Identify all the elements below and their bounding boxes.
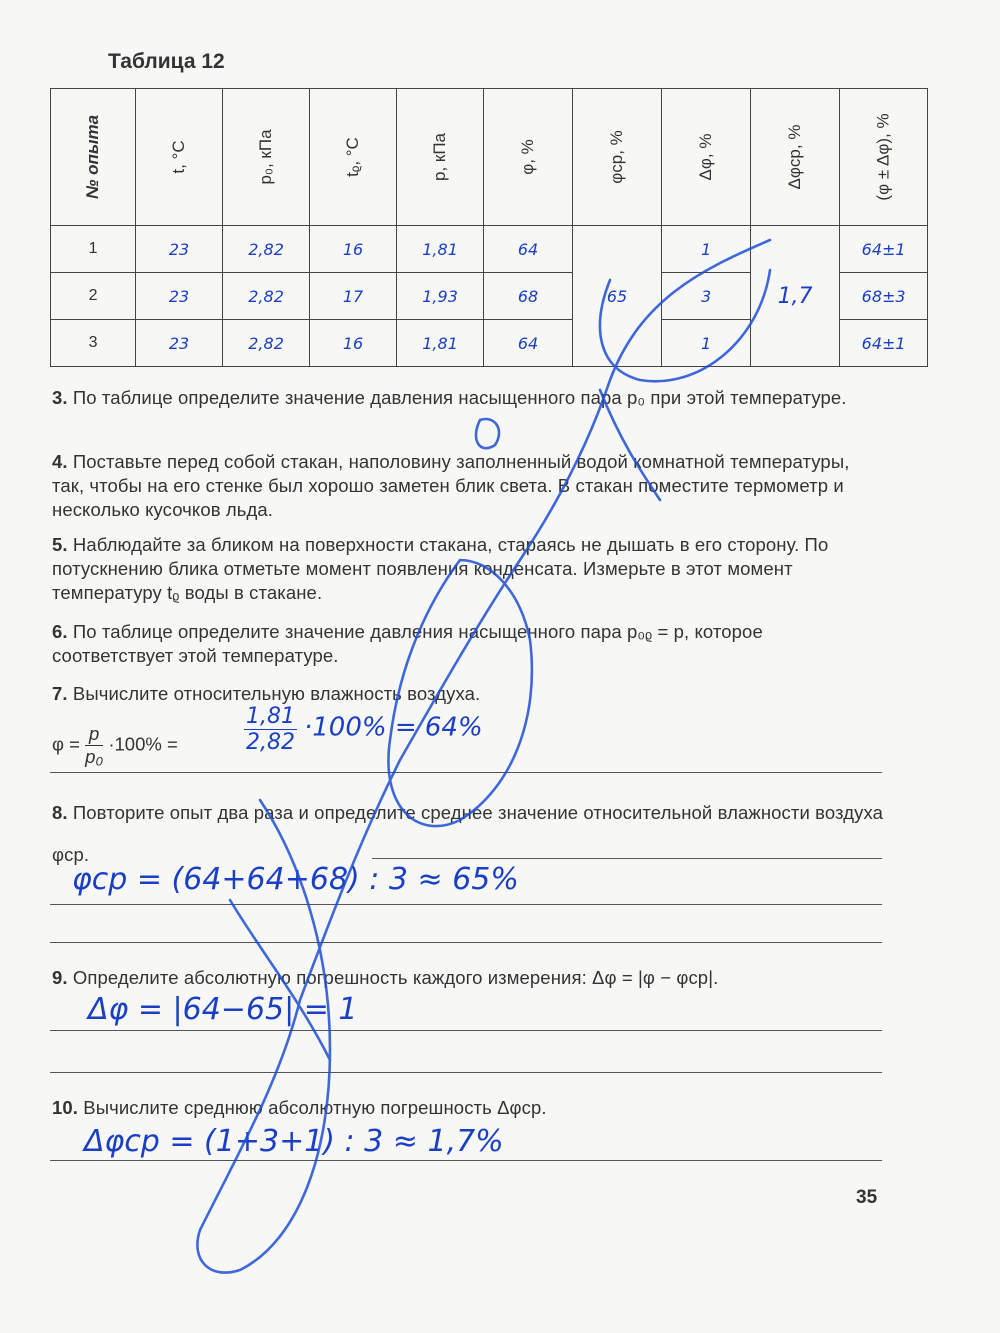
table-title: Таблица 12: [108, 50, 225, 73]
cell-p0: 2,82: [223, 273, 310, 320]
cell-p0: 2,82: [223, 226, 310, 273]
header-tp: tᵨ, °C: [310, 89, 397, 226]
cell-result: 68±3: [840, 273, 928, 320]
cell-result: 64±1: [840, 226, 928, 273]
cell-tp: 17: [310, 273, 397, 320]
task-9: 9. Определите абсолютную погрешность каждого измерения: Δφ = |φ − φср|.: [52, 967, 719, 988]
cell-t: 23: [136, 320, 223, 367]
task-5: 5. Наблюдайте за бликом на поверхности стакана, стараясь не дышать в его сторону. По потускнению блика отметьте момент появления конденсата. Измерьте в этот момент температуру tᵨ воды в стакане.: [52, 534, 829, 603]
answer-line: [50, 1072, 882, 1073]
cell-phi: 64: [484, 226, 573, 273]
header-experiment-number: № опыта: [51, 89, 136, 226]
task-7: 7. Вычислите относительную влажность воздуха.: [52, 683, 481, 704]
cell-tp: 16: [310, 320, 397, 367]
cell-dphi: 3: [662, 273, 751, 320]
cell-phi: 68: [484, 273, 573, 320]
cell-n: 1: [51, 226, 136, 273]
page-number: 35: [856, 1187, 878, 1208]
cell-p: 1,81: [397, 226, 484, 273]
answer-line: [50, 1160, 882, 1161]
humidity-formula: φ = $\frac{p}{\text{p₀}}$ ·100% =: [52, 723, 178, 767]
header-p0: p₀, кПа: [223, 89, 310, 226]
cell-p: 1,93: [397, 273, 484, 320]
header-phi-avg: φср, %: [573, 89, 662, 226]
answer-line: [372, 858, 882, 859]
cell-result: 64±1: [840, 320, 928, 367]
task-4: 4. Поставьте перед собой стакан, наполовину заполненный водой комнатной температуры, так, чтобы на его стенке был хорошо заметен блик света. В стакан поместите термометр и несколько кусочков льда.: [52, 451, 850, 520]
cell-p: 1,81: [397, 320, 484, 367]
answer-line: [50, 1030, 882, 1031]
hw-phi-avg: φср = (64+64+68) : 3 ≈ 65%: [72, 862, 519, 897]
hw-abs-error: Δφ = |64−65| = 1: [88, 992, 358, 1027]
cell-dphi: 1: [662, 320, 751, 367]
answer-line: [50, 904, 882, 905]
task-6: 6. По таблице определите значение давления насыщенного пара p₀ᵨ = p, которое соответствует этой температуре.: [52, 621, 763, 666]
header-phi: φ, %: [484, 89, 573, 226]
cell-t: 23: [136, 273, 223, 320]
cell-t: 23: [136, 226, 223, 273]
task-3: 3. По таблице определите значение давления насыщенного пара p₀ при этой температуре.: [52, 387, 847, 408]
hw-avg-abs-error: Δφср = (1+3+1) : 3 ≈ 1,7%: [84, 1124, 504, 1159]
cell-n: 2: [51, 273, 136, 320]
cell-phi-avg: 65: [573, 226, 662, 367]
header-t: t, °C: [136, 89, 223, 226]
cell-p0: 2,82: [223, 320, 310, 367]
table-row: [51, 226, 928, 273]
header-result: (φ ± Δφ), %: [840, 89, 928, 226]
cell-n: 3: [51, 320, 136, 367]
results-table: [50, 88, 928, 367]
table-header-row: [51, 89, 928, 226]
answer-line: [50, 942, 882, 943]
cell-dphi-avg: 1,7: [751, 226, 840, 367]
task-10: 10. Вычислите среднюю абсолютную погрешность Δφср.: [52, 1097, 547, 1118]
cell-phi: 64: [484, 320, 573, 367]
cell-dphi: 1: [662, 226, 751, 273]
task-8: 8. Повторите опыт два раза и определите среднее значение относительной влажности воздуха φср.: [52, 802, 884, 865]
header-dphi: Δφ, %: [662, 89, 751, 226]
header-dphi-avg: Δφср, %: [751, 89, 840, 226]
header-p: p, кПа: [397, 89, 484, 226]
hw-formula-calc: $\frac{1,81}{2,82}$ ·100% = 64%: [246, 704, 483, 755]
cell-tp: 16: [310, 226, 397, 273]
answer-line: [50, 772, 882, 773]
